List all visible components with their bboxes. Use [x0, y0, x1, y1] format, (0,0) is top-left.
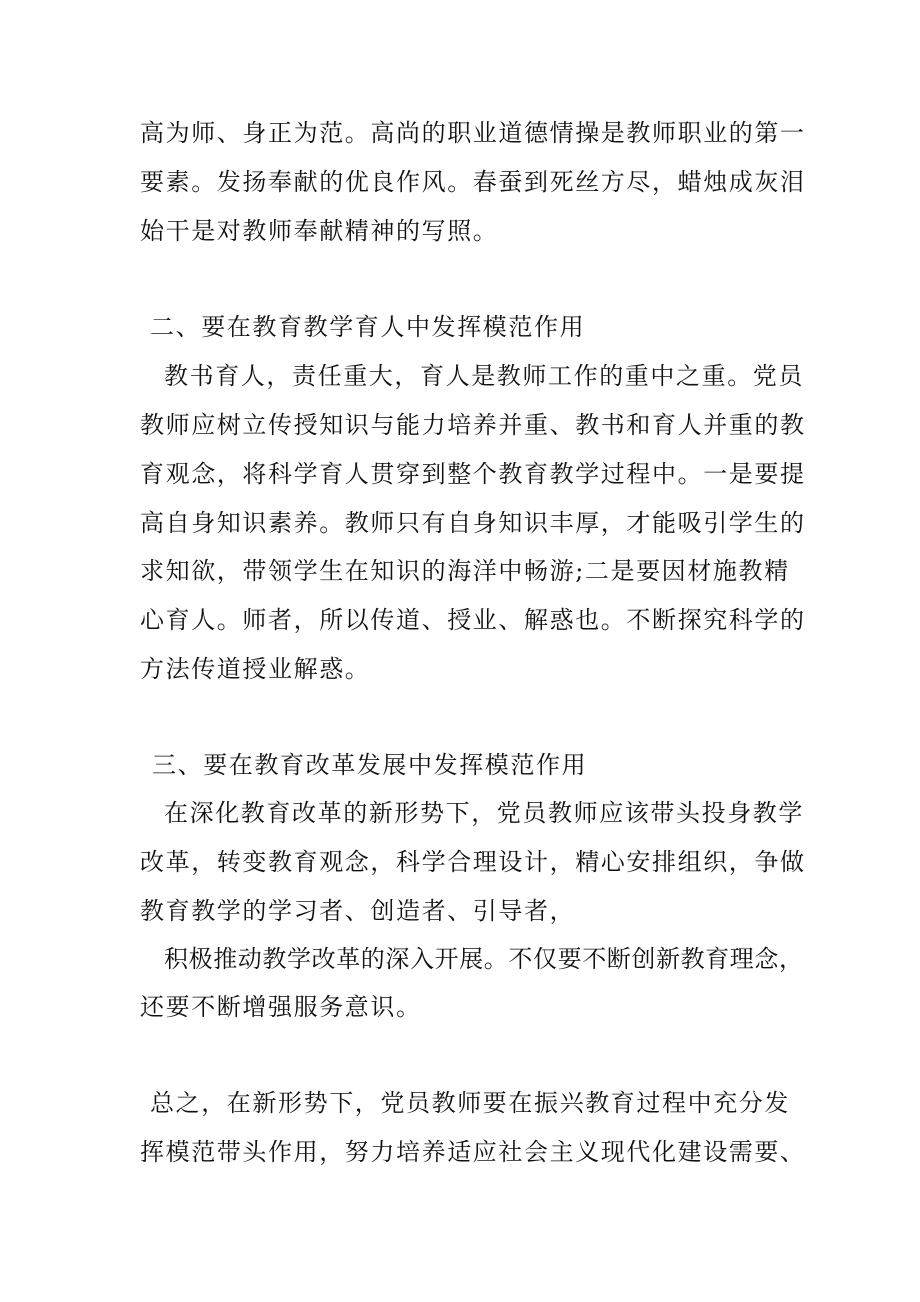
paragraph-line: 育观念，将科学育人贯穿到整个教育教学过程中。一是要提	[140, 460, 806, 488]
paragraph-line: 教书育人，责任重大，育人是教师工作的重中之重。党员	[164, 362, 804, 390]
paragraph-line: 高为师、身正为范。高尚的职业道德情操是教师职业的第一	[140, 119, 806, 147]
paragraph-line: 改革，转变教育观念，科学合理设计，精心安排组织，争做	[140, 848, 806, 876]
paragraph-line: 求知欲，带领学生在知识的海洋中畅游;二是要因材施教精	[140, 557, 790, 585]
paragraph-line: 还要不断增强服务意识。	[140, 993, 422, 1021]
paragraph-line: 总之，在新形势下，党员教师要在振兴教育过程中充分发	[150, 1089, 790, 1117]
paragraph-line: 教师应树立传授知识与能力培养并重、教书和育人并重的教	[140, 411, 806, 439]
paragraph-line: 始干是对教师奉献精神的写照。	[140, 217, 499, 245]
paragraph-line: 高自身知识素养。教师只有自身知识丰厚，才能吸引学生的	[140, 509, 806, 537]
paragraph-line: 在深化教育改革的新形势下，党员教师应该带头投身教学	[164, 799, 804, 827]
section-heading: 二、要在教育教学育人中发挥模范作用	[150, 313, 586, 341]
paragraph-line: 教育教学的学习者、创造者、引导者，	[140, 897, 576, 925]
paragraph-line: 积极推动教学改革的深入开展。不仅要不断创新教育理念，	[164, 945, 804, 973]
section-heading: 三、要在教育改革发展中发挥模范作用	[152, 751, 588, 779]
paragraph-line: 方法传道授业解惑。	[140, 655, 371, 683]
paragraph-line: 挥模范带头作用，努力培养适应社会主义现代化建设需要、	[140, 1138, 806, 1166]
paragraph-line: 心育人。师者，所以传道、授业、解惑也。不断探究科学的	[140, 606, 806, 634]
paragraph-line: 要素。发扬奉献的优良作风。春蚕到死丝方尽，蜡烛成灰泪	[140, 168, 806, 196]
